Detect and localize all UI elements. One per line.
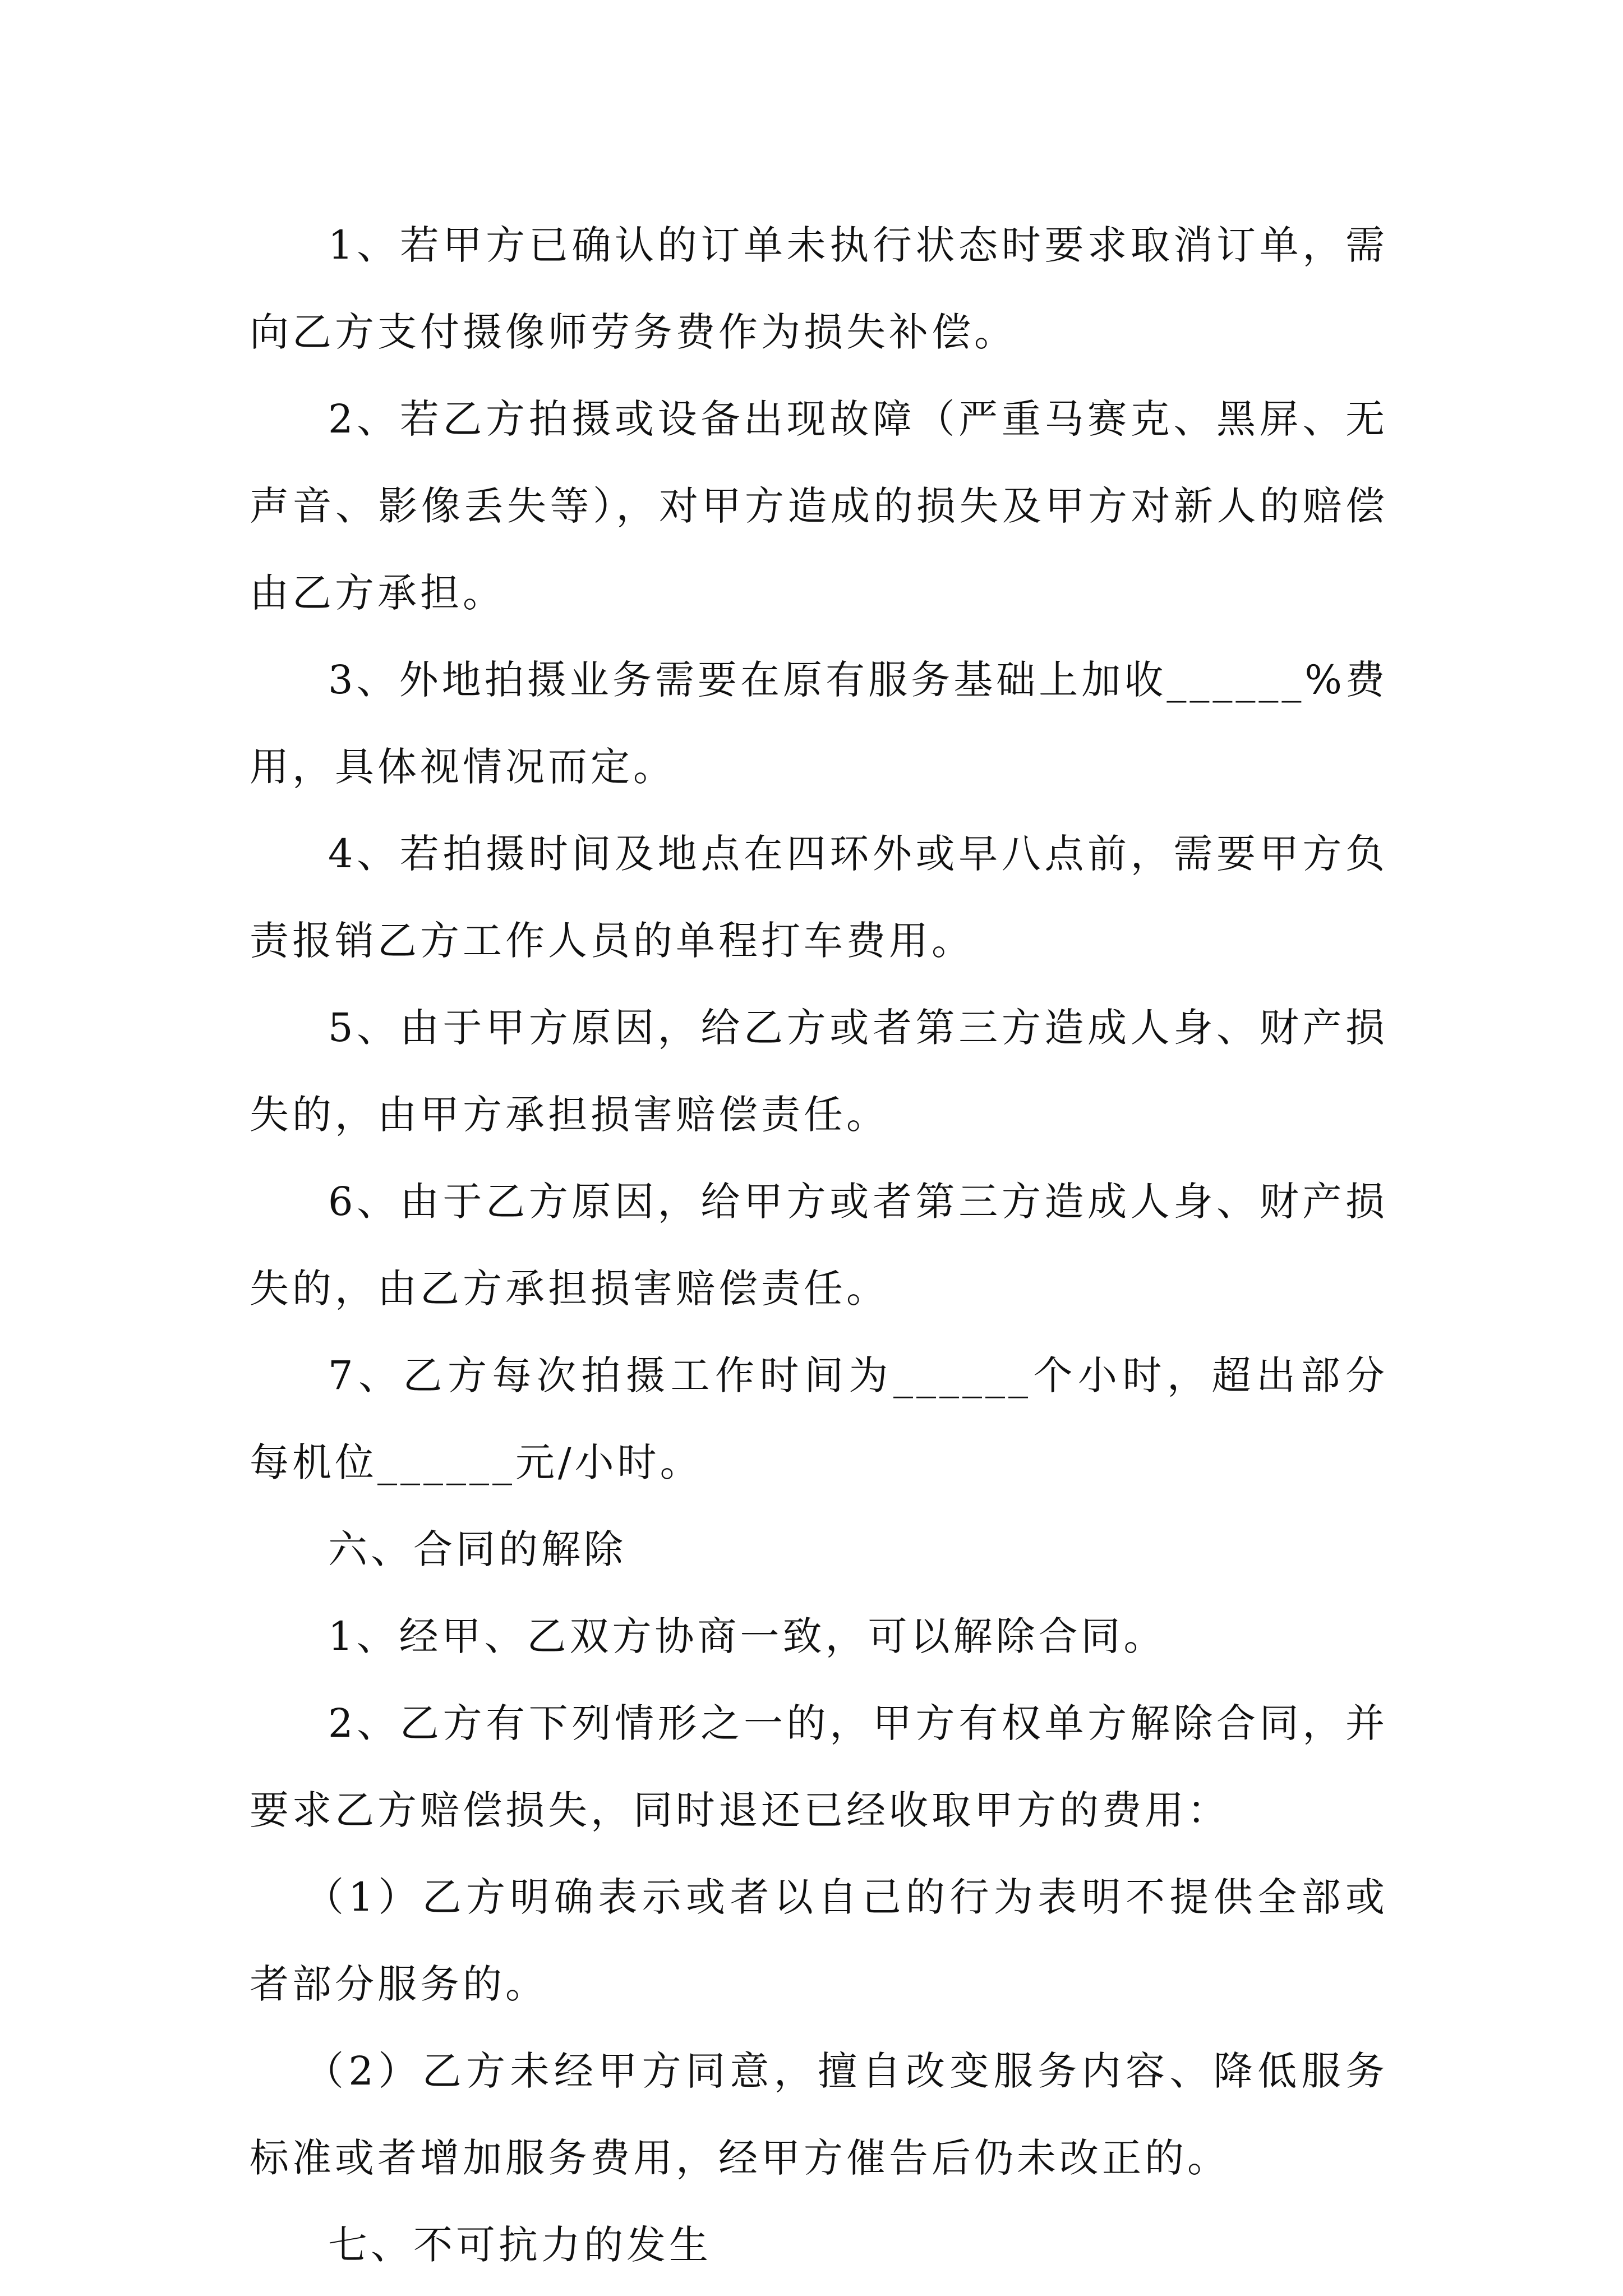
clause-out-of-town-fee: 3、外地拍摄业务需要在原有服务基础上加收______%费用，具体视情况而定。 [250, 657, 1388, 790]
document-body [250, 202, 1388, 2289]
clause-cancel-order: 1、若甲方已确认的订单未执行状态时要求取消订单，需向乙方支付摄像师劳务费作为损失补偿。 [250, 222, 1388, 355]
clause-equipment-failure: 2、若乙方拍摄或设备出现故障（严重马赛克、黑屏、无声音、影像丢失等），对甲方造成的损失及甲方对新人的赔偿由乙方承担。 [250, 396, 1388, 616]
clause-party-a-liability: 5、由于甲方原因，给乙方或者第三方造成人身、财产损失的，由甲方承担损害赔偿责任。 [250, 1005, 1388, 1138]
sub-clause-1: （1）乙方明确表示或者以自己的行为表明不提供全部或者部分服务的。 [250, 1874, 1388, 2007]
section-heading-termination: 六、合同的解除 [328, 1526, 626, 1572]
clause-mutual-termination: 1、经甲、乙双方协商一致，可以解除合同。 [328, 1613, 1166, 1659]
clause-party-b-liability: 6、由于乙方原因，给甲方或者第三方造成人身、财产损失的，由乙方承担损害赔偿责任。 [250, 1179, 1388, 1312]
clause-unilateral-termination: 2、乙方有下列情形之一的，甲方有权单方解除合同，并要求乙方赔偿损失，同时退还已经收取甲方的费用： [250, 1700, 1388, 1833]
sub-clause-2: （2）乙方未经甲方同意，擅自改变服务内容、降低服务标准或者增加服务费用，经甲方催告后仍未改正的。 [250, 2048, 1388, 2181]
section-heading-force-majeure: 七、不可抗力的发生 [328, 2222, 712, 2268]
clause-taxi-reimbursement: 4、若拍摄时间及地点在四环外或早八点前，需要甲方负责报销乙方工作人员的单程打车费用。 [250, 831, 1388, 964]
clause-working-hours: 7、乙方每次拍摄工作时间为______个小时，超出部分每机位______元/小时。 [250, 1352, 1388, 1485]
